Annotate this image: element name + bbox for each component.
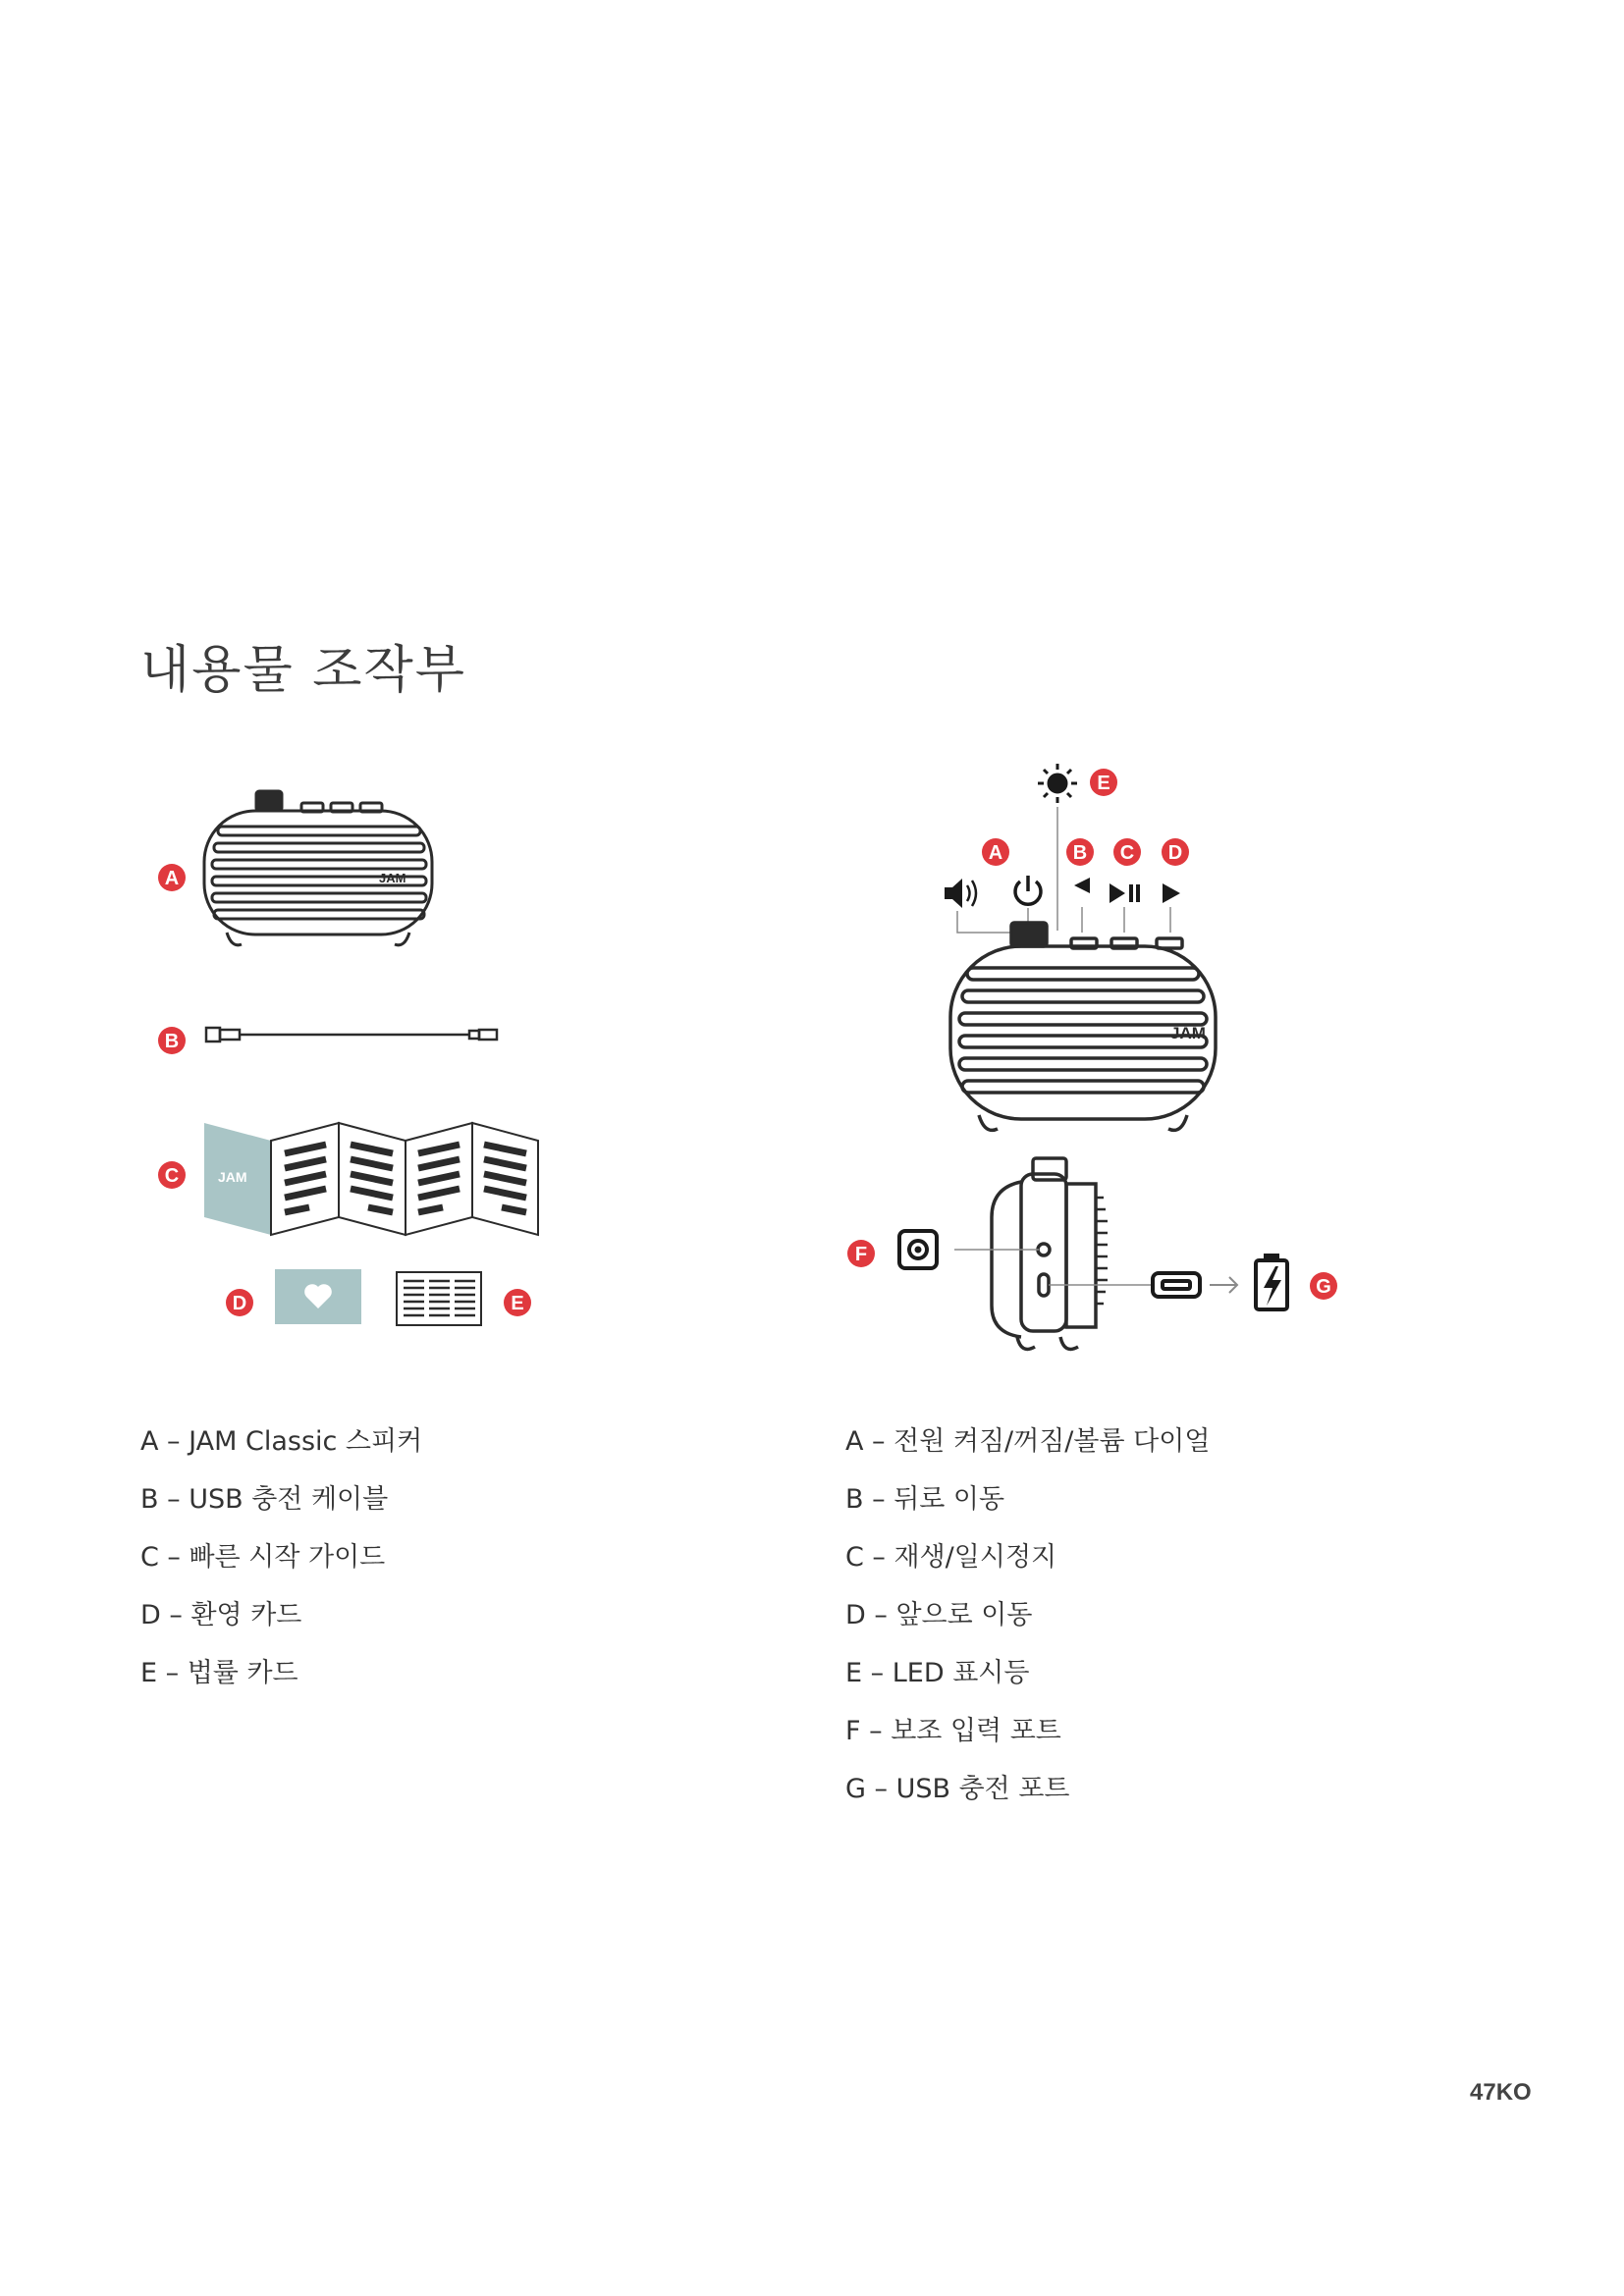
- svg-text:B: B: [164, 1031, 180, 1052]
- badge-e-contents: [504, 1289, 531, 1316]
- svg-text:D: D: [232, 1293, 247, 1314]
- svg-text:G: G: [1316, 1276, 1331, 1298]
- controls-item-a: A – 전원 켜짐/꺼짐/볼륨 다이얼: [845, 1426, 1211, 1457]
- badge-c-contents: [158, 1161, 186, 1189]
- aux-port-icon: [899, 1231, 937, 1268]
- svg-text:A: A: [164, 868, 180, 889]
- led-indicator-icon: [1038, 764, 1077, 803]
- svg-text:E: E: [1097, 773, 1110, 794]
- arrow-right-icon: [1210, 1277, 1237, 1293]
- quick-start-guide-illustration: [204, 1123, 538, 1235]
- guide-cover-logo: JAM: [218, 1169, 247, 1185]
- svg-text:C: C: [1119, 842, 1135, 864]
- contents-item-c: C – 빠른 시작 가이드: [140, 1542, 386, 1573]
- badge-d-controls: [1162, 838, 1189, 866]
- usb-cable-illustration: [206, 1028, 497, 1041]
- controls-item-e: E – LED 표시등: [845, 1658, 1030, 1688]
- contents-item-e: E – 법률 카드: [140, 1658, 298, 1688]
- controls-item-b: B – 뒤로 이동: [845, 1484, 1005, 1515]
- controls-item-f: F – 보조 입력 포트: [845, 1716, 1061, 1746]
- controls-item-g: G – USB 충전 포트: [845, 1774, 1070, 1804]
- usb-port-icon: [1153, 1273, 1200, 1297]
- contents-item-b: B – USB 충전 케이블: [140, 1484, 389, 1515]
- legal-card-illustration: [397, 1272, 481, 1325]
- contents-item-d: D – 환영 카드: [140, 1600, 302, 1630]
- svg-text:F: F: [854, 1244, 868, 1265]
- badge-c-controls: [1113, 838, 1141, 866]
- speaker-side-illustration: [992, 1158, 1108, 1349]
- svg-text:C: C: [164, 1165, 180, 1187]
- contents-list: [140, 1413, 422, 1702]
- controls-item-d: D – 앞으로 이동: [845, 1600, 1033, 1630]
- speaker-front-illustration: [204, 791, 432, 945]
- next-icon: [1163, 883, 1180, 903]
- badge-d-contents: [226, 1289, 253, 1316]
- badge-a-controls: [982, 838, 1009, 866]
- svg-text:E: E: [511, 1293, 524, 1314]
- svg-text:B: B: [1072, 842, 1088, 864]
- speaker-logo-small: JAM: [379, 871, 406, 885]
- badge-g-controls: [1310, 1272, 1337, 1300]
- controls-list: [845, 1413, 1210, 1818]
- battery-charging-icon: [1256, 1254, 1287, 1309]
- badge-b-controls: [1066, 838, 1094, 866]
- page-number: 47KO: [1470, 2079, 1532, 2106]
- welcome-card-illustration: [275, 1269, 361, 1324]
- speaker-logo-large: JAM: [1170, 1024, 1206, 1042]
- volume-icon: [945, 879, 976, 908]
- badge-a-contents: [158, 864, 186, 891]
- power-icon: [1015, 876, 1041, 904]
- badge-e-controls: [1090, 769, 1117, 796]
- badge-f-controls: [847, 1240, 875, 1267]
- svg-text:A: A: [988, 842, 1003, 864]
- svg-text:D: D: [1167, 842, 1183, 864]
- contents-item-a: A – JAM Classic 스피커: [140, 1426, 423, 1457]
- badge-b-contents: [158, 1027, 186, 1054]
- controls-item-c: C – 재생/일시정지: [845, 1542, 1057, 1573]
- play-pause-icon: [1110, 883, 1140, 903]
- page-title: 내용물 조작부: [140, 641, 466, 700]
